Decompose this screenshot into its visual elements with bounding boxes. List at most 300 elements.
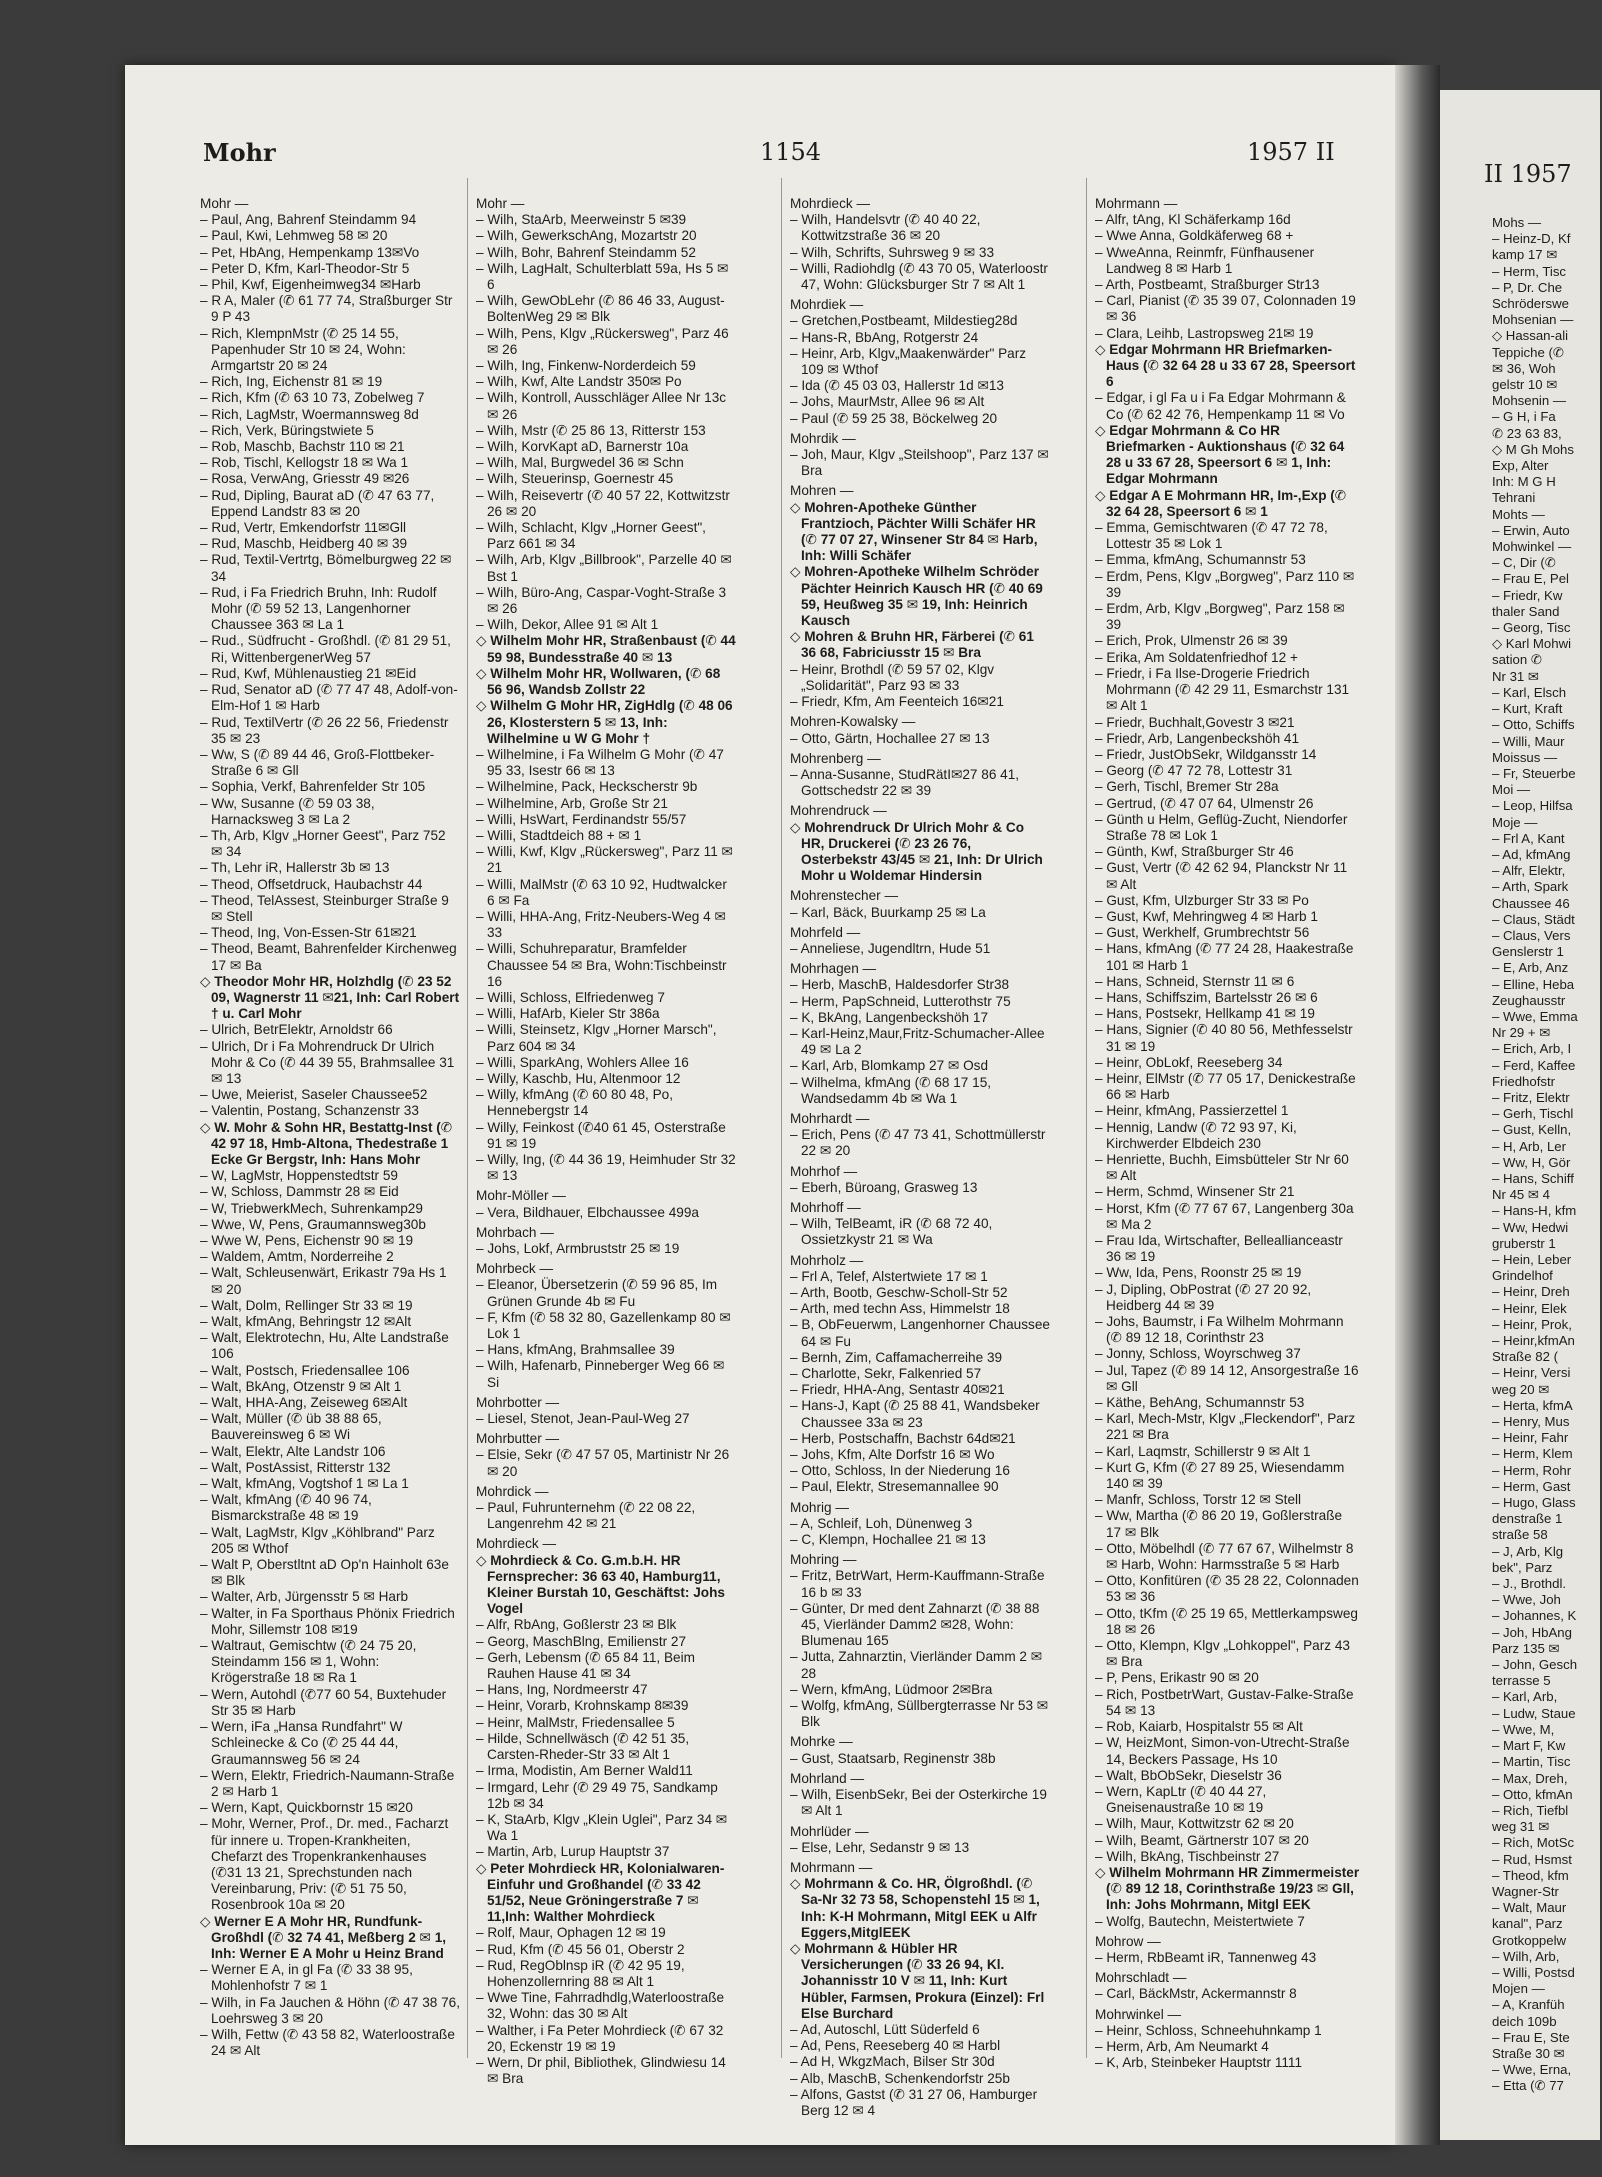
surname-heading: Mohr — [476,196,525,211]
directory-entry: – Th, Lehr iR, Hallerstr 3b ✉ 13 [200,860,390,876]
directory-entry: ◇ Edgar A E Mohrmann HR, Im-,Exp (✆ 32 64 28, Speersort 6 ✉ 1 [1095,487,1347,519]
directory-entry: – Elline, Heba [1492,976,1575,992]
directory-entry: – Hugo, Glass [1492,1495,1576,1511]
surname-heading: Mohring — [790,1552,857,1568]
directory-entry: – A, Schleif, Loh, Dünenweg 3 [790,1515,973,1531]
directory-entry: – Willi, Maur [1492,733,1565,749]
directory-entry: – Rob, Kaiarb, Hospitalstr 55 ✉ Alt [1095,1719,1303,1735]
directory-entry: – Wilh, Bohr, Bahrenf Steindamm 52 [476,244,696,260]
directory-entry: – Walt P, Oberstltnt aD Op'n Hainholt 63e ✉ Blk [200,1557,449,1589]
directory-entry: – Wilh, Hafenarb, Pinneberger Weg 66 ✉ Si [476,1358,725,1390]
directory-entry: – Edgar, i gl Fa u i Fa Edgar Mohrmann & Co (✆ 62 42 76, Hempenkamp 11 ✉ Vo [1095,390,1346,422]
directory-entry: – Karl, Mech-Mstr, Klgv „Fleckendorf", Parz 221 ✉ Bra [1095,1411,1356,1443]
surname-heading: Mohrhof — [790,1163,858,1179]
directory-entry: – Otto, Schloss, In der Niederung 16 [790,1463,1010,1479]
directory-entry: – Ida (✆ 45 03 03, Hallerstr 1d ✉13 [790,378,1004,394]
directory-entry: Moje — [1492,814,1538,830]
directory-entry: – Wilh, Fettw (✆ 43 58 82, Waterloostraße 24 ✉ Alt [200,2026,455,2059]
directory-entry: – Wern, Autohdl (✆77 60 54, Buxtehuder Str 35 ✉ Harb [200,1686,447,1718]
surname-heading: Mohrlüder — [790,1823,869,1839]
directory-entry: – Hans, kfmAng, Brahmsallee 39 [476,1342,675,1358]
directory-entry: ◇ Mohrmann & Co. HR, Ölgroßhdl. (✆ Sa-Nr 32 73 58, Schopenstehl 15 ✉ 1, Inh: K-H Mohrmann, Mitgl EEK u Alfr Eggers,MitglEEK [790,1876,1040,1940]
directory-entry: – Rud, Kwf, Mühlenaustieg 21 ✉Eid [200,665,417,681]
directory-entry: – Hans, Signier (✆ 40 80 56, Methfesselstr 31 ✉ 19 [1095,1022,1353,1054]
directory-entry: – Hans-H, kfm [1492,1203,1577,1219]
directory-entry: – Theod, kfm [1492,1867,1569,1883]
directory-entry: Nr 45 ✉ 4 [1492,1187,1550,1203]
directory-entry: – Wwe, Emma [1492,1008,1578,1024]
directory-entry: – Ww, Hedwi [1492,1219,1569,1235]
directory-entry: – Ww, S (✆ 89 44 46, Groß-Flottbeker-Straße 6 ✉ Gll [200,746,435,779]
directory-entry: – Frau Ida, Wirtschafter, Belleallianceastr 36 ✉ 19 [1095,1233,1343,1265]
directory-entry: – Herm, Arb, Am Neumarkt 4 [1095,2038,1269,2054]
directory-entry: ◇ Mohren & Bruhn HR, Färberei (✆ 61 36 68, Fabriciusstr 15 ✉ Bra [790,629,1034,661]
directory-entry: – Walter, Arb, Jürgensstr 5 ✉ Harb [200,1589,409,1605]
directory-entry: – W, Schloss, Dammstr 28 ✉ Eid [200,1184,399,1200]
surname-heading: Mohrland — [790,1770,865,1786]
directory-entry: – K, StaArb, Klgv „Klein Uglei", Parz 34 ✉ Wa 1 [476,1811,728,1844]
directory-entry: – Ad H, WkgzMach, Bilser Str 30d [790,2054,995,2070]
directory-entry: – Ad, Pens, Reeseberg 40 ✉ Harbl [790,2038,1001,2054]
directory-entry: – Wilh, GewerkschAng, Mozartstr 20 [476,228,697,244]
directory-entry: – Hans-J, Kapt (✆ 25 88 41, Wandsbeker Chaussee 33a ✉ 23 [790,1398,1040,1430]
directory-entry: – Wilh, EisenbSekr, Bei der Osterkirche 19 ✉ Alt 1 [790,1787,1047,1819]
surname-heading: Mohrmann — [1095,196,1178,211]
directory-entry: – Wern, iFa „Hansa Rundfahrt" W Schleinecke & Co (✆ 25 44 44, Graumannsweg 56 ✉ 24 [200,1719,403,1767]
directory-entry: – Ww, Ida, Pens, Roonstr 25 ✉ 19 [1095,1265,1302,1281]
column-rule [1086,178,1087,2058]
directory-entry: – Willy, kfmAng (✆ 60 80 48, Po, Hennebergstr 14 [476,1087,673,1119]
directory-entry: – Emma, Gemischtwaren (✆ 47 72 78, Lottestr 35 ✉ Lok 1 [1095,520,1328,552]
directory-entry: – Walt, BbObSekr, Dieselstr 36 [1095,1767,1282,1783]
directory-entry: – Willy, Feinkost (✆40 61 45, Osterstraße 91 ✉ 19 [476,1119,726,1151]
directory-entry: – Martin, Arb, Lurup Hauptstr 37 [476,1844,670,1860]
directory-entry: – Else, Lehr, Sedanstr 9 ✉ 13 [790,1839,970,1855]
directory-entry: – Friedr, Kfm, Am Feenteich 16✉21 [790,694,1004,710]
directory-entry: terrasse 5 [1492,1673,1551,1689]
directory-entry: – Erwin, Auto [1492,522,1570,538]
directory-entry: – Walt, PostAssist, Ritterstr 132 [200,1459,391,1475]
directory-entry: – Emma, kfmAng, Schumannstr 53 [1095,552,1306,568]
surname-heading: Mohr — [200,196,249,211]
directory-entry: – F, Kfm (✆ 58 32 80, Gazellenkamp 80 ✉ Lok 1 [476,1309,731,1342]
directory-entry: weg 31 ✉ [1492,1819,1550,1835]
directory-entry: – Wwe Anna, Goldkäferweg 68 + [1095,228,1294,244]
directory-entry: – Wilhelmine, Pack, Heckscherstr 9b [476,779,698,795]
directory-entry: – Heinr, Schloss, Schneehuhnkamp 1 [1095,2022,1322,2038]
book-spine [1395,65,1440,2145]
directory-entry: ◇ Wilhelm Mohrmann HR Zimmermeister (✆ 89 12 18, Corinthstraße 19/23 ✉ Gll, Inh: Johs Mohrmann, Mitgl EEK [1095,1864,1360,1913]
directory-entry: – Johs, Lokf, Armbruststr 25 ✉ 19 [476,1241,680,1256]
directory-entry: – Walt, Elektr, Alte Landstr 106 [200,1443,386,1459]
directory-entry: – Rud, Vertr, Emkendorfstr 11✉Gll [200,520,407,536]
directory-entry: – Walt, Elektrotechn, Hu, Alte Landstraße 106 [200,1330,449,1362]
directory-entry: ◇ Wilhelm Mohr HR, Wollwaren, (✆ 68 56 96, Wandsb Zollstr 22 [476,665,721,698]
directory-entry: – Erich, Prok, Ulmenstr 26 ✉ 39 [1095,633,1288,649]
directory-entry: Exp, Alter [1492,458,1549,474]
directory-entry: – K, BkAng, Langenbeckshöh 17 [790,1009,989,1025]
surname-heading: Mohrdieck — [476,1536,557,1552]
directory-entry: – Max, Dreh, [1492,1770,1568,1786]
directory-entry: – Käthe, BehAng, Schumannstr 53 [1095,1395,1305,1411]
directory-entry: Grindelhof [1492,1268,1553,1284]
directory-entry: – Wilh, TelBeamt, iR (✆ 68 72 40, Ossietzkystr 21 ✉ Wa [790,1216,993,1248]
directory-entry: – Otto, tKfm (✆ 25 19 65, Mettlerkampsweg 18 ✉ 26 [1095,1605,1358,1637]
directory-entry: – Wilhelma, kfmAng (✆ 68 17 15, Wandsedamm 4b ✉ Wa 1 [790,1074,992,1106]
directory-entry: – John, Gesch [1492,1657,1578,1673]
directory-entry: Genslerstr 1 [1492,944,1564,960]
surname-heading: Mohren-Kowalsky — [790,714,916,730]
directory-entry: – Wilh, Maur, Kottwitzstr 62 ✉ 20 [1095,1816,1294,1832]
directory-entry: Mohsenin — [1492,393,1567,409]
directory-entry: – Henry, Mus [1492,1414,1570,1430]
directory-entry: ◇ Edgar Mohrmann & Co HR Briefmarken - Auktionshaus (✆ 32 64 28 u 33 67 28, Speersort 6 ✉ 1, Inh: Edgar Mohrmann [1095,422,1345,487]
directory-entry: – Rud, Hsmst [1492,1851,1572,1867]
directory-entry: – Rich, Tiefbl [1492,1802,1569,1818]
directory-entry: – Willi, HafArb, Kieler Str 386a [476,1006,660,1022]
directory-entry: – Carl, BäckMstr, Ackermannstr 8 [1095,1986,1297,2002]
directory-entry: – Th, Arb, Klgv „Horner Geest", Parz 752 ✉ 34 [200,827,446,860]
directory-entry: – Wilh, GewObLehr (✆ 86 46 33, August-BoltenWeg 29 ✉ Blk [476,293,725,325]
running-head-left: Mohr [203,138,276,167]
directory-entry: – Martin, Tisc [1492,1754,1571,1770]
directory-entry: – Walther, i Fa Peter Mohrdieck (✆ 67 32 20, Eckenstr 19 ✉ 19 [476,2022,724,2054]
page-number: 1154 [760,138,822,166]
directory-entry: – Manfr, Schloss, Torstr 12 ✉ Stell [1095,1492,1302,1508]
directory-entry: Mohwinkel — [1492,539,1572,555]
directory-entry: – Heinr, Vorarb, Krohnskamp 8✉39 [476,1698,689,1714]
directory-entry: – Walt, Schleusenwärt, Erikastr 79a Hs 1 ✉ 20 [200,1265,447,1297]
directory-entry: ◇ Mohren-Apotheke Günther Frantzioch, Pächter Willi Schäfer HR (✆ 77 07 27, Winsener Str 84 ✉ Harb, Inh: Willi Schäfer [790,499,1038,564]
directory-entry: – Alfr, RbAng, Goßlerstr 23 ✉ Blk [476,1617,677,1633]
directory-entry: – Rud, TextilVertr (✆ 26 22 56, Friedenstr 35 ✉ 23 [200,714,449,746]
directory-entry: – R A, Maler (✆ 61 77 74, Straßburger Str 9 P 43 [200,293,453,325]
directory-entry: – Walt, Postsch, Friedensallee 106 [200,1362,410,1378]
directory-entry: – Wilh, BkAng, Tischbeinstr 27 [1095,1848,1280,1864]
directory-entry: – K, Arb, Steinbeker Hauptstr 1111 [1095,2055,1303,2071]
directory-entry: – Walt, LagMstr, Klgv „Köhlbrand" Parz 205 ✉ Wthof [200,1524,435,1556]
directory-entry: – Rud., Südfrucht - Großhdl. (✆ 81 29 51, Ri, WittenbergenerWeg 57 [200,633,451,665]
directory-entry: – Etta (✆ 77 [1492,2078,1564,2094]
directory-entry: – Fritz, BetrWart, Herm-Kauffmann-Straße 16 b ✉ 33 [790,1568,1045,1600]
directory-entry: – Rud, Senator aD (✆ 77 47 48, Adolf-von-Elm-Hof 1 ✉ Harb [200,682,458,714]
directory-entry: – Karl, Laqmstr, Schillerstr 9 ✉ Alt 1 [1095,1443,1311,1459]
directory-entry: – Georg, MaschBlng, Emilienstr 27 [476,1633,687,1649]
directory-entry: – Rud, i Fa Friedrich Bruhn, Inh: Rudolf Mohr (✆ 59 52 13, Langenhorner Chaussee 363 ✉ La 1 [200,584,437,633]
directory-entry: – Johs, MaurMstr, Allee 96 ✉ Alt [790,394,985,410]
directory-entry: – Wilh, StaArb, Meerweinstr 5 ✉39 [476,212,687,228]
surname-heading: Mohrfeld — [790,924,861,940]
directory-entry: ◇ Wilhelm Mohr HR, Straßenbaust (✆ 44 59 98, Bundesstraße 40 ✉ 13 [476,633,736,665]
directory-entry: – Wilh, Kontroll, Ausschläger Allee Nr 13c ✉ 26 [476,390,727,422]
directory-entry: – Walt, Maur [1492,1900,1567,1916]
directory-entry: ◇ Peter Mohrdieck HR, Kolonialwaren-Einfuhr und Großhandel (✆ 33 42 51/52, Neue Gröningerstraße 7 ✉ 11,Inh: Walther Mohrdieck [476,1860,725,1925]
surname-heading: Mohrow — [1095,1933,1161,1949]
directory-entry: – Walt, kfmAng, Vogtshof 1 ✉ La 1 [200,1476,409,1492]
directory-entry: – Willi, Stadtdeich 88 + ✉ 1 [476,827,642,843]
directory-entry: – Herm, Rohr [1492,1462,1572,1478]
directory-entry: Nr 31 ✉ [1492,668,1539,684]
surname-heading: Mohrwinkel — [1095,2006,1182,2022]
directory-entry: – Karl, Bäck, Buurkamp 25 ✉ La [790,904,986,920]
directory-entry: – Ulrich, Dr i Fa Mohrendruck Dr Ulrich Mohr & Co (✆ 44 39 55, Brahmsallee 31 ✉ 13 [200,1038,455,1086]
directory-entry: ◇ Karl Mohwi [1492,636,1572,652]
directory-entry: – Ad, kfmAng [1492,846,1571,862]
directory-entry: – Wilh, Steuerinsp, Goernestr 45 [476,471,674,487]
directory-entry: – Joh, HbAng [1492,1624,1572,1640]
column-rule [467,178,468,2058]
directory-entry: – Otto, Schiffs [1492,717,1575,733]
directory-entry: – Otto, Konfitüren (✆ 35 28 22, Colonnaden 53 ✉ 36 [1095,1573,1359,1605]
directory-entry: Tehrani [1492,490,1536,506]
directory-entry: – Paul, Ang, Bahrenf Steindamm 94 [200,212,417,228]
directory-entry: kamp 17 ✉ [1492,247,1558,263]
directory-entry: – Gust, Werkhelf, Grumbrechtstr 56 [1095,925,1310,941]
directory-entry: – Wolfg, kfmAng, Süllbergterrasse Nr 53 ✉ Blk [790,1698,1049,1730]
directory-entry: – Wilh, Mstr (✆ 25 86 13, Ritterstr 153 [476,422,706,438]
directory-entry: – Gertrud, (✆ 47 07 64, Ulmenstr 26 [1095,795,1314,811]
directory-entry: – Alfr, Elektr, [1492,863,1566,879]
directory-entry: – C, Dir (✆ [1492,555,1556,571]
directory-entry: – Mohr, Werner, Prof., Dr. med., Facharzt für innere u. Tropen-Krankheiten, Chefarzt des Tropenkrankenhauses (✆31 13 21, Sprechstunden nach Vereinbarung, Priv: (✆ 51 75 50, Rosenbrook 10a ✉ 20 [200,1816,449,1913]
directory-entry: ◇ Mohrmann & Hübler HR Versicherungen (✆ 33 26 94, Kl. Johannisstr 10 V ✉ 11, Inh: Kurt Hübler, Farmsen, Prokura (Einzel): Frl Else Burchard [790,1940,1045,2021]
directory-entry: ◇ Mohrendruck Dr Ulrich Mohr & Co HR, Druckerei (✆ 23 26 76, Osterbekstr 43/45 ✉ 21, Inh: Dr Ulrich Mohr u Woldemar Hindersin [790,819,1043,884]
directory-entry: – Gerh, Tischl, Bremer Str 28a [1095,779,1279,795]
directory-entry: – Ww, Susanne (✆ 59 03 38, Harnacksweg 3 ✉ La 2 [200,795,375,827]
surname-heading: Mohrhagen — [790,961,877,977]
directory-entry: – G H, i Fa [1492,409,1556,425]
directory-entry: – Erdm, Pens, Klgv „Borgweg", Parz 110 ✉ 39 [1095,568,1355,600]
directory-entry: – Rich, KlempnMstr (✆ 25 14 55, Papenhuder Str 10 ✉ 24, Wohn: Armgartstr 20 ✉ 24 [200,325,406,374]
directory-entry: – Heinr, Dreh [1492,1284,1570,1300]
directory-entry: – Herm, Tisc [1492,263,1567,279]
directory-entry: – P, Dr. Che [1492,279,1563,295]
surname-heading: Mohrbutter — [476,1431,560,1447]
directory-entry: – Wilh, in Fa Jauchen & Höhn (✆ 47 38 76, Loehrsweg 3 ✉ 20 [200,1994,460,2026]
directory-entry: – Wilh, Pens, Klgv „Rückersweg", Parz 46 ✉ 26 [476,325,729,357]
directory-entry: Teppiche (✆ [1492,344,1564,360]
directory-entry: – J, Dipling, ObPostrat (✆ 27 20 92, Heidberg 44 ✉ 39 [1095,1281,1312,1313]
directory-entry: – Günth, Kwf, Straßburger Str 46 [1095,844,1294,860]
directory-entry: – Wilh, LagHalt, Schulterblatt 59a, Hs 5 ✉ 6 [476,260,729,293]
directory-entry: – Ferd, Kaffee [1492,1057,1576,1073]
directory-entry: – Wilh, Beamt, Gärtnerstr 107 ✉ 20 [1095,1832,1309,1848]
directory-entry: – Theod, Offsetdruck, Haubachstr 44 [200,876,423,892]
directory-entry: – Herm, RbBeamt iR, Tannenweg 43 [1095,1949,1317,1965]
directory-entry: Inh: M G H [1492,474,1556,490]
directory-entry: – Erich, Arb, I [1492,1041,1572,1057]
directory-entry: – Fritz, Elektr [1492,1089,1570,1105]
directory-entry: – Walt, kfmAng (✆ 40 96 74, Bismarckstraße 48 ✉ 19 [200,1492,372,1524]
directory-entry: – Hilde, Schnellwäsch (✆ 42 51 35, Carsten-Rheder-Str 33 ✉ Alt 1 [476,1730,690,1763]
directory-entry: – W, LagMstr, Hoppenstedtstr 59 [200,1168,398,1184]
directory-entry: – W, HeizMont, Simon-von-Utrecht-Straße 14, Beckers Passage, Hs 10 [1095,1735,1350,1767]
directory-entry: – C, Klempn, Hochallee 21 ✉ 13 [790,1532,986,1548]
directory-entry: – Hans, Schneid, Sternstr 11 ✉ 6 [1095,973,1295,989]
surname-heading: Mohrendruck — [790,803,887,819]
directory-entry: – Hans, Ing, Nordmeerstr 47 [476,1682,648,1698]
directory-entry: – Willy, Kaschb, Hu, Altenmoor 12 [476,1070,681,1086]
directory-entry: – Frau E, Ste [1492,2029,1570,2045]
directory-entry: – Elsie, Sekr (✆ 47 57 05, Martinistr Nr 26 ✉ 20 [476,1447,730,1479]
directory-entry: Straße 30 ✉ [1492,2045,1565,2061]
surname-heading: Mohrbeck — [476,1261,554,1277]
directory-entry: – Rich, Ing, Eichenstr 81 ✉ 19 [200,374,383,390]
directory-entry: – Clara, Leihb, Lastropsweg 21✉ 19 [1095,325,1314,341]
surname-heading: Mohrschladt — [1095,1970,1187,1986]
directory-entry: – Wern, Elektr, Friedrich-Naumann-Straße 2 ✉ Harb 1 [200,1767,455,1799]
surname-heading: Mohrenstecher — [790,888,899,904]
directory-entry: ✆ 23 63 83, [1492,425,1562,441]
directory-entry: Parz 135 ✉ [1492,1640,1560,1656]
directory-entry: – Johannes, K [1492,1608,1577,1624]
directory-entry: – Karl, Elsch [1492,684,1567,700]
directory-entry: – Anna-Susanne, StudRätI✉27 86 41, Gottschedstr 22 ✉ 39 [790,766,1020,799]
directory-entry: – Georg (✆ 47 72 78, Lottestr 31 [1095,763,1293,779]
surname-heading: Mohrholz — [790,1252,864,1268]
surname-heading: Mohrhardt — [790,1110,870,1126]
directory-entry: – Theod, Beamt, Bahrenfelder Kirchenweg 17 ✉ Ba [200,941,457,973]
directory-entry: – Wilh, Reisevertr (✆ 40 57 22, Kottwitzstr 26 ✉ 20 [476,487,730,519]
directory-entry: – Otto, Klempn, Klgv „Lohkoppel", Parz 43 ✉ Bra [1095,1638,1350,1670]
directory-entry: – Hennig, Landw (✆ 72 93 97, Ki, Kirchwerder Elbdeich 230 [1095,1119,1297,1151]
directory-entry: – Rich, Kfm (✆ 63 10 73, Zobelweg 7 [200,390,425,406]
directory-entry: – Arth, Spark [1492,879,1569,895]
directory-entry: Schröderswe [1492,296,1569,312]
column-rule [781,178,782,2058]
directory-entry: – Rud, Kfm (✆ 45 56 01, Oberstr 2 [476,1941,685,1957]
surname-heading: Mohrbach — [476,1224,554,1240]
directory-entry: – Wolfg, Bautechn, Meistertwiete 7 [1095,1913,1305,1929]
directory-entry: ◇ Theodor Mohr HR, Holzhdlg (✆ 23 52 09, Wagnerstr 11 ✉21, Inh: Carl Robert † u. Carl Mohr [200,973,460,1022]
directory-entry: – Pet, HbAng, Hempenkamp 13✉Vo [200,244,420,260]
directory-entry: – Willi, Steinsetz, Klgv „Horner Marsch", Parz 604 ✉ 34 [476,1022,717,1054]
directory-entry: – Heinr, Fahr [1492,1430,1569,1446]
directory-entry: Mohts — [1492,506,1545,522]
directory-entry: – Claus, Vers [1492,927,1571,943]
directory-entry: – Wwe, M, [1492,1721,1555,1737]
surname-heading: Mohrbotter — [476,1394,560,1410]
directory-entry: – Wilhelmine, i Fa Wilhelm G Mohr (✆ 47 95 33, Isestr 66 ✉ 13 [476,746,724,779]
directory-entry: – Liesel, Stenot, Jean-Paul-Weg 27 [476,1411,690,1427]
directory-entry: – Johs, Baumstr, i Fa Wilhelm Mohrmann (✆ 89 12 18, Corinthstr 23 [1095,1314,1344,1346]
directory-entry: – Willi, Schuhreparatur, Bramfelder Chaussee 54 ✉ Bra, Wohn:Tischbeinstr 16 [476,941,727,989]
directory-entry: – Jul, Tapez (✆ 89 14 12, Ansorgestraße 16 ✉ Gll [1095,1362,1359,1394]
directory-entry: – Rud, Maschb, Heidberg 40 ✉ 39 [200,536,408,552]
directory-entry: – Ww, Martha (✆ 86 20 19, Goßlerstraße 17 ✉ Blk [1095,1508,1343,1540]
directory-entry: Friedhofstr [1492,1073,1556,1089]
directory-entry: – Wwe Tine, Fahrradhdlg,Waterloostraße 32, Wohn: das 30 ✉ Alt [476,1990,725,2022]
directory-entry: – Frau E, Pel [1492,571,1569,587]
directory-entry: Chaussee 46 [1492,895,1570,911]
directory-entry: – Paul (✆ 59 25 38, Böckelweg 20 [790,410,998,426]
directory-entry: bek", Parz [1492,1559,1553,1575]
directory-entry: – Hans, kfmAng (✆ 77 24 28, Haakestraße 101 ✉ Harb 1 [1095,941,1354,973]
directory-entry: – Rud, RegOblnsp iR (✆ 42 95 19, Hohenzollernring 88 ✉ Alt 1 [476,1957,685,1989]
directory-entry: – Herb, MaschB, Haldesdorfer Str38 [790,977,1010,993]
directory-entry: – Phil, Kwf, Eigenheimweg34 ✉Harb [200,277,421,293]
directory-entry: – Henriette, Buchh, Eimsbütteler Str Nr 60 ✉ Alt [1095,1151,1349,1184]
directory-entry: Moissus — [1492,749,1558,765]
directory-entry: – Jutta, Zahnarztin, Vierländer Damm 2 ✉ 28 [790,1649,1043,1681]
directory-column-2 [476,192,736,2087]
directory-entry: – Wilh, Mal, Burgwedel 36 ✉ Schn [476,455,684,471]
directory-entry: – Eberh, Büroang, Grasweg 13 [790,1179,978,1195]
directory-entry: – Karl-Heinz,Maur,Fritz-Schumacher-Allee 49 ✉ La 2 [790,1025,1045,1058]
directory-entry: – Claus, Städt [1492,911,1575,927]
directory-entry: ◇ M Gh Mohs [1492,441,1574,457]
directory-entry: – Rich, PostbetrWart, Gustav-Falke-Straße 54 ✉ 13 [1095,1686,1354,1718]
directory-entry: – Günter, Dr med dent Zahnarzt (✆ 38 88 45, Vierländer Damm2 ✉28, Wohn: Blumenau 165 [790,1600,1040,1649]
directory-entry: – Wern, Kapt, Quickbornstr 15 ✉20 [200,1800,413,1816]
directory-entry: – Heinr, kfmAng, Passierzettel 1 [1095,1103,1289,1119]
directory-entry: – Heinr, Brothdl (✆ 59 57 02, Klgv „Solidarität", Parz 93 ✉ 33 [790,661,995,693]
directory-entry: – Gerh, Tischl [1492,1106,1574,1122]
directory-entry: ◇ W. Mohr & Sohn HR, Bestattg-Inst (✆ 42 97 18, Hmb-Altona, Thedestraße 1 Ecke Gr Bergstr, Inh: Hans Mohr [200,1119,453,1167]
directory-entry: thaler Sand [1492,603,1560,619]
directory-entry: – Heinr, ObLokf, Reeseberg 34 [1095,1054,1283,1070]
directory-entry: gelstr 10 ✉ [1492,377,1558,393]
surname-heading: Mohr-Möller — [476,1188,566,1204]
directory-entry: – Walter, in Fa Sporthaus Phönix Friedrich Mohr, Sillemstr 108 ✉19 [200,1605,455,1637]
directory-entry: – Wilh, Schlacht, Klgv „Horner Geest", Parz 661 ✉ 34 [476,520,706,552]
directory-column-4 [1095,192,1360,2071]
surname-heading: Mohrdik — [790,430,856,446]
directory-entry: – Heinz-D, Kf [1492,231,1571,247]
directory-entry: – J, Arb, Klg [1492,1543,1564,1559]
directory-entry: – Mart F, Kw [1492,1738,1566,1754]
directory-entry: – Willy, Ing, (✆ 44 36 19, Heimhuder Str 32 ✉ 13 [476,1151,736,1184]
directory-entry: – Karl, Arb, [1492,1689,1558,1705]
surname-heading: Mohrdieck — [790,196,871,211]
directory-entry: weg 20 ✉ [1492,1381,1550,1397]
directory-entry: ◇ Mohrdieck & Co. G.m.b.H. HR Fernsprecher: 36 63 40, Hamburg11, Kleiner Burstah 10, Geschäftst: Johs Vogel [476,1552,725,1617]
directory-entry: – Peter D, Kfm, Karl-Theodor-Str 5 [200,260,410,276]
directory-entry: – Georg, Tisc [1492,620,1571,636]
directory-entry: – Walt, Müller (✆ üb 38 88 65, Bauvereinsweg 6 ✉ Wi [200,1411,382,1443]
directory-entry: – Arth, med techn Ass, Himmelstr 18 [790,1301,1010,1317]
directory-entry: – Wwe W, Pens, Eichenstr 90 ✉ 19 [200,1233,414,1248]
running-head-right: 1957 II [1247,138,1335,166]
directory-entry: – Gretchen,Postbeamt, Mildestieg28d [790,313,1018,329]
directory-entry: – Hans, Postsekr, Hellkamp 41 ✉ 19 [1095,1006,1315,1022]
directory-entry: – Gust, Staatsarb, Reginenstr 38b [790,1750,996,1766]
directory-entry: – Wilhelmine, Arb, Große Str 21 [476,795,668,811]
directory-entry: – Wilh, Ing, Finkenw-Norderdeich 59 [476,358,696,374]
directory-entry: – Theod, Ing, Von-Essen-Str 61✉21 [200,925,417,941]
directory-entry: – Horst, Kfm (✆ 77 67 67, Langenberg 30a ✉ Ma 2 [1095,1200,1354,1232]
directory-entry: sation ✆ [1492,652,1542,668]
directory-entry: – Frl A, Telef, Alstertwiete 17 ✉ 1 [790,1268,988,1284]
directory-entry: – Ulrich, BetrElektr, Arnoldstr 66 [200,1022,393,1038]
directory-entry: – Otto, Möbelhdl (✆ 77 67 67, Wilhelmstr 8 ✉ Harb, Wohn: Harmsstraße 5 ✉ Harb [1095,1540,1354,1573]
directory-entry: – Fr, Steuerbe [1492,765,1576,781]
directory-entry: – Gust, Kwf, Mehringweg 4 ✉ Harb 1 [1095,908,1318,924]
directory-entry: – Ww, H, Gör [1492,1154,1571,1170]
directory-entry: – Kurt, Kraft [1492,701,1563,717]
directory-entry: – Gust, Kfm, Ulzburger Str 33 ✉ Po [1095,892,1309,908]
surname-heading: Mohrdick — [476,1483,549,1499]
directory-entry: – H, Arb, Ler [1492,1138,1567,1154]
directory-entry: – Heinr, Versi [1492,1365,1571,1381]
directory-entry: – Carl, Pianist (✆ 35 39 07, Colonnaden 19 ✉ 36 [1095,293,1356,325]
surname-heading: Mohren — [790,483,854,499]
directory-entry: – Paul, Elektr, Stresemannallee 90 [790,1479,999,1495]
directory-entry: ◇ Wilhelm G Mohr HR, ZigHdlg (✆ 48 06 26, Klosterstern 5 ✉ 13, Inh: Wilhelmine u W G Mohr † [476,698,733,746]
directory-entry: – Vera, Bildhauer, Elbchaussee 499a [476,1204,699,1220]
directory-entry: Wagner-Str [1492,1883,1559,1899]
directory-entry: – Waldem, Amtm, Norderreihe 2 [200,1249,394,1265]
